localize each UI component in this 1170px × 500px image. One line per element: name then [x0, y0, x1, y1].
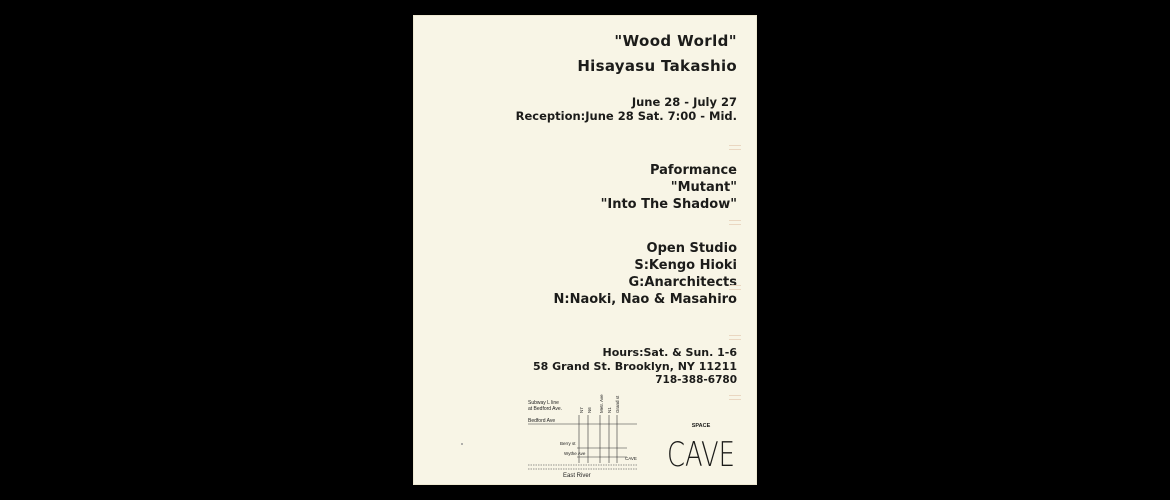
open-studio-line: S:Kengo Hioki — [634, 258, 737, 273]
map-cave-marker: CAVE — [625, 456, 637, 461]
decorative-tick — [729, 145, 741, 150]
map-street-label: N1 — [607, 407, 612, 413]
performance-heading: Paformance — [649, 163, 737, 178]
location-map — [527, 394, 637, 479]
venue-info — [533, 346, 737, 374]
map-street-label: N7 — [579, 407, 584, 413]
exhibition-dates: June 28 - July 27 — [631, 95, 737, 109]
phone-number: 718-388-6780 — [655, 374, 737, 386]
map-street-label: Wythe Ave — [564, 451, 586, 456]
performance-item: "Mutant" — [670, 180, 737, 195]
map-street-label: Berry st — [560, 441, 576, 446]
logo-small-text: SPACE — [691, 423, 711, 429]
speck — [461, 443, 463, 445]
decorative-tick — [729, 335, 741, 340]
map-subway-note: Subway L line — [528, 400, 559, 406]
reception-info: Reception:June 28 Sat. 7:00 - Mid. — [515, 109, 737, 123]
address: 58 Grand St. Brooklyn, NY 11211 — [532, 360, 737, 373]
open-studio-section — [554, 240, 737, 308]
map-street-label: Bedford Ave — [528, 418, 556, 424]
map-street-label: Metr. Ave — [599, 394, 604, 413]
hours: Hours:Sat. & Sun. 1-6 — [602, 346, 737, 359]
space-cave-logo — [665, 420, 737, 475]
map-street-label: N6 — [587, 407, 592, 413]
map-street-label: Grand st — [615, 395, 620, 413]
decorative-tick — [729, 220, 741, 225]
open-studio-line: N:Naoki, Nao & Masahiro — [553, 292, 737, 307]
map-river-label: East River — [563, 473, 591, 479]
artist-name: Hisayasu Takashio — [577, 57, 737, 75]
map-subway-note: at Bedford Ave. — [528, 406, 563, 412]
decorative-tick — [729, 285, 741, 290]
performance-item: "Into The Shadow" — [600, 197, 737, 212]
open-studio-heading: Open Studio — [646, 241, 737, 256]
exhibition-title: "Wood World" — [614, 32, 737, 50]
logo-big-text: CAVE — [667, 435, 735, 475]
open-studio-line: G:Anarchitects — [628, 275, 737, 290]
performance-section — [601, 162, 737, 213]
flyer-card — [413, 15, 757, 485]
decorative-tick — [729, 395, 741, 400]
